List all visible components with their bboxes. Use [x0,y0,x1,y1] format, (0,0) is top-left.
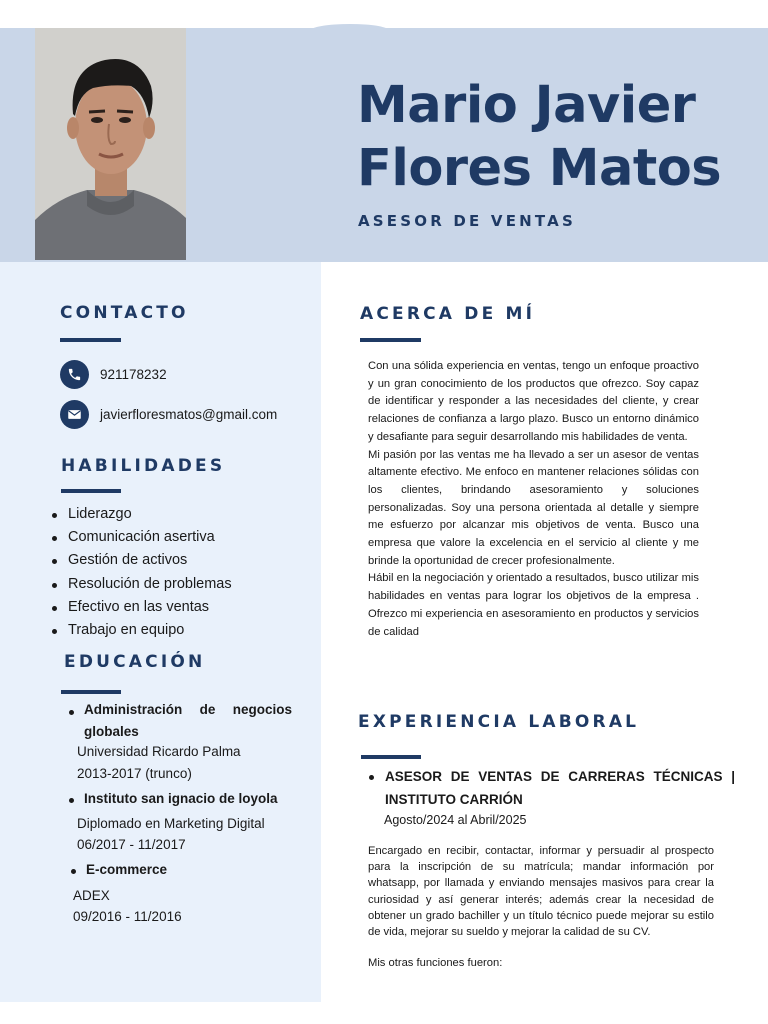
profile-photo [35,28,186,260]
education-3-dates: 09/2016 - 11/2016 [73,909,182,924]
name-line-2: Flores Matos [357,139,722,198]
education-bullet [69,798,74,803]
education-1-degree-text: Administración de negocios [84,702,292,717]
phone-icon [60,360,89,389]
job-dates: Agosto/2024 al Abril/2025 [384,813,527,827]
about-title: ACERCA DE MÍ [360,304,536,324]
experience-rule [361,755,421,759]
education-rule [61,690,121,694]
envelope-icon [60,400,89,429]
about-rule [360,338,421,342]
education-title: EDUCACIÓN [64,652,206,672]
job-title: ASESOR DE VENTAS DE CARRERAS TÉCNICAS | INSTITUTO CARRIÓN [385,769,735,807]
full-name [357,74,757,200]
skills-rule [61,489,121,493]
education-1-degree-line1 [84,702,292,717]
skill-item: Liderazgo [50,503,310,526]
contact-phone-row[interactable] [60,360,167,389]
experience-title: EXPERIENCIA LABORAL [358,712,640,732]
skill-item: Comunicación asertiva [50,526,310,549]
phone-number: 921178232 [100,367,167,382]
about-paragraph: Mi pasión por las ventas me ha llevado a ser un asesor de ventas altamente efectivo. Me enfoco en mantener relaciones sólidas con los clientes, brindando asesoramiento y soluciones personalizadas. Soy una persona orientada al detalle y siempre me esfuerzo por alcanzar mis objetivos de venta. Busco una empresa que valore la excelencia en el servicio al cliente y me brinde la oportunidad de crecer profesionalmente. [368,448,699,567]
education-3-institution: ADEX [73,888,110,903]
contact-rule [60,338,121,342]
education-1-institution: Universidad Ricardo Palma [77,744,241,759]
education-2-dates: 06/2017 - 11/2017 [77,837,186,852]
skill-item: Resolución de problemas [50,573,310,596]
education-2-program: Diplomado en Marketing Digital [77,816,265,831]
education-bullet [69,710,74,715]
job-description: Encargado en recibir, contactar, informar y persuadir al prospecto para la inscripción de su matrícula; mandar información por whatsapp, por llamada y enviando mensajes masivos para crear la curiosidad y así generar interés; además crear la necesidad de obtener un grado bachiller y un título técnico puede mejorar su estilo de vida, mejorar su sueldo y mejorar la calidad de su CV. [368,845,714,939]
job-more-functions: Mis otras funciones fueron: [368,957,503,969]
skill-item: Efectivo en las ventas [50,596,310,619]
skill-item: Trabajo en equipo [50,619,310,642]
about-text [368,358,699,641]
education-1-degree-line2: globales [84,724,139,739]
education-3-degree: E-commerce [86,862,168,877]
skills-list [50,503,310,642]
about-paragraph: Con una sólida experiencia en ventas, tengo un enfoque proactivo y un gran conocimiento de los productos que ofrezco. Soy capaz de identificar y responder a las necesidades del cliente, y crear relaciones de confianza a largo plazo. Busco un entorno dinámico y desafiante para seguir desarrollando mis habilidades de venta. [368,360,699,443]
skill-item: Gestión de activos [50,549,310,572]
education-bullet [71,869,76,874]
education-2-degree: Instituto san ignacio de loyola [84,791,278,806]
experience-bullet [369,775,374,780]
contact-email-row[interactable] [60,400,277,429]
name-line-1: Mario Javier [357,76,696,135]
skills-title: HABILIDADES [61,456,226,476]
job-role: ASESOR DE VENTAS [358,212,576,230]
about-paragraph: Hábil en la negociación y orientado a resultados, busco utilizar mis habilidades en ventas para lograr los objetivos de la empresa . Ofrezco mi experiencia en asesoramiento en productos y servicios de calidad [368,572,699,638]
email-address: javierfloresmatos@gmail.com [100,407,278,422]
education-1-dates: 2013-2017 (trunco) [77,766,192,781]
contact-title: CONTACTO [60,303,189,323]
